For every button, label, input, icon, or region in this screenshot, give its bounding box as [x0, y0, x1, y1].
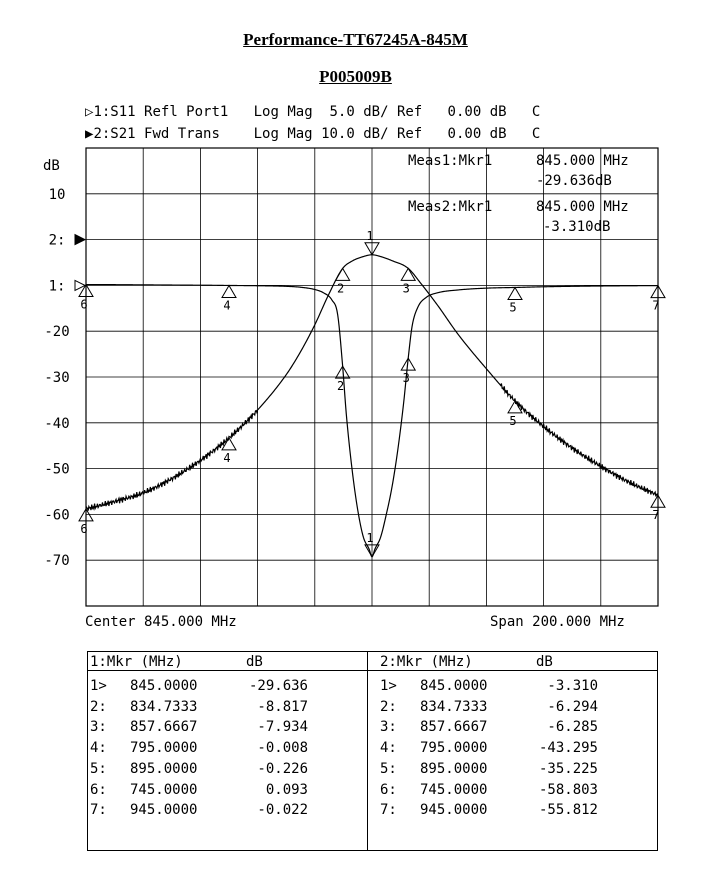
s11-marker-freq: 945.0000 — [130, 802, 198, 819]
trace-name-s11: Refl Port1 — [144, 104, 229, 120]
s21-marker-num: 3: — [380, 719, 397, 736]
s11-marker-freq: 834.7333 — [130, 698, 198, 715]
table-right-unit: dB — [536, 654, 553, 670]
s11-marker-label: 7 — [652, 298, 660, 313]
readout-1-label: Meas1:Mkr1 — [408, 153, 493, 169]
s11-marker-label: 4 — [223, 298, 231, 313]
s11-marker-freq: 895.0000 — [130, 760, 198, 777]
y-tick-label: 10 — [48, 186, 66, 203]
s11-marker-4-icon — [222, 285, 236, 297]
s11-marker-label: 1 — [366, 530, 374, 545]
s21-marker-num: 7: — [380, 802, 397, 819]
readout-1-value: -29.636dB — [536, 173, 612, 189]
page-title: Performance-TT67245A-845M — [243, 30, 468, 49]
s11-marker-label: 6 — [80, 297, 88, 312]
s21-marker-label: 3 — [402, 281, 410, 296]
page-subtitle: P005009B — [319, 67, 392, 86]
trace-id-s11: 1:S11 — [93, 104, 136, 120]
s11-marker-label: 3 — [402, 371, 410, 386]
trace-id-s21: 2:S21 — [93, 126, 136, 142]
y-tick-labels — [44, 186, 88, 570]
s11-marker-num: 4: — [90, 740, 107, 757]
center-frequency: Center 845.000 MHz — [85, 614, 237, 630]
s21-marker-label: 5 — [509, 413, 517, 428]
s21-marker-freq: 845.0000 — [420, 678, 488, 694]
s21-marker-num: 2: — [380, 698, 397, 715]
s11-marker-freq: 857.6667 — [130, 719, 198, 736]
trace-ref-label-s21: Ref — [396, 126, 423, 142]
ref-pointer-s21-icon — [75, 235, 85, 245]
trace-scale-s11: 5.0 dB/ — [329, 104, 389, 120]
y-tick-label: -20 — [44, 324, 70, 341]
s21-marker-num: 4: — [380, 740, 397, 757]
s21-marker-value: -3.310 — [547, 678, 598, 694]
s21-marker-freq: 795.0000 — [420, 740, 488, 757]
s11-marker-value: -0.226 — [257, 760, 308, 777]
table-left-header: 1:Mkr (MHz) — [90, 654, 183, 670]
trace-marker-s11: ▷ — [85, 104, 94, 120]
trace-ref-value-s21: 0.00 dB — [447, 126, 507, 142]
s21-marker-num: 6: — [380, 781, 397, 798]
s21-marker-value: -6.285 — [547, 719, 598, 736]
trace-ref-label-s11: Ref — [396, 104, 423, 120]
s11-marker-num: 7: — [90, 802, 107, 819]
trace-ref-value-s11: 0.00 dB — [447, 104, 507, 120]
s21-marker-value: -43.295 — [538, 740, 598, 757]
s11-marker-num: 5: — [90, 760, 107, 777]
trace-flag-s21: C — [531, 126, 541, 142]
s21-marker-label: 1 — [366, 228, 374, 243]
s21-marker-value: -6.294 — [547, 698, 598, 715]
table-column-divider — [367, 652, 368, 850]
trace-format-s21: Log Mag — [253, 126, 313, 142]
y-tick-label: -70 — [44, 553, 70, 570]
s21-marker-label: 2 — [337, 281, 345, 296]
s21-marker-value: -58.803 — [538, 781, 598, 798]
table-right-header: 2:Mkr (MHz) — [380, 654, 473, 670]
y-tick-label: 1: — [48, 278, 66, 295]
s11-marker-num: 2: — [90, 698, 107, 715]
s21-marker-freq: 895.0000 — [420, 760, 488, 777]
s11-marker-label: 5 — [509, 300, 517, 315]
s21-marker-freq: 945.0000 — [420, 802, 488, 819]
s11-marker-num: 3: — [90, 719, 107, 736]
y-tick-label: 2: — [48, 232, 66, 249]
s11-marker-value: -0.022 — [257, 802, 308, 819]
s21-marker-value: -55.812 — [538, 802, 598, 819]
s21-marker-num: 1> — [380, 678, 397, 694]
table-left-unit: dB — [246, 654, 263, 670]
trace-flag-s11: C — [531, 104, 541, 120]
trace-scale-s21: 10.0 dB/ — [321, 126, 389, 142]
readout-1-freq: 845.000 MHz — [536, 153, 629, 169]
readout-2-value: -3.310dB — [543, 219, 611, 235]
y-tick-label: -60 — [44, 507, 70, 524]
s21-marker-label: 7 — [652, 508, 660, 523]
y-tick-label: -30 — [44, 370, 70, 386]
s11-marker-num: 1> — [90, 678, 107, 694]
s11-marker-value: -7.934 — [257, 719, 308, 736]
s21-marker-label: 6 — [80, 521, 88, 536]
table-header-rule — [88, 670, 657, 671]
y-tick-label: -50 — [44, 461, 70, 478]
s21-marker-num: 5: — [380, 760, 397, 777]
s11-marker-value: -0.008 — [257, 740, 308, 757]
marker-table — [87, 651, 658, 851]
s11-marker-label: 2 — [337, 379, 345, 394]
s11-marker-num: 6: — [90, 781, 107, 798]
s11-marker-5-icon — [508, 287, 522, 299]
readout-2-label: Meas2:Mkr1 — [408, 199, 493, 215]
s11-marker-freq: 845.0000 — [130, 678, 198, 694]
s21-marker-freq: 745.0000 — [420, 781, 488, 798]
s11-marker-freq: 745.0000 — [130, 781, 198, 798]
s21-marker-value: -35.225 — [538, 760, 598, 777]
span-frequency: Span 200.000 MHz — [490, 614, 625, 630]
s11-marker-value: 0.093 — [265, 781, 308, 798]
trace-format-s11: Log Mag — [253, 104, 313, 120]
s11-marker-freq: 795.0000 — [130, 740, 198, 757]
trace-name-s21: Fwd Trans — [144, 126, 220, 142]
y-axis-label: dB — [43, 158, 60, 174]
s21-marker-freq: 834.7333 — [420, 698, 488, 715]
s11-marker-value: -8.817 — [257, 698, 308, 715]
s21-marker-freq: 857.6667 — [420, 719, 488, 736]
s21-marker-label: 4 — [223, 450, 231, 465]
s11-marker-value: -29.636 — [248, 678, 308, 694]
readout-2-freq: 845.000 MHz — [536, 199, 629, 215]
y-tick-label: -40 — [44, 415, 70, 432]
trace-marker-s21: ▶ — [85, 126, 94, 142]
s21-marker-2-icon — [336, 268, 350, 280]
